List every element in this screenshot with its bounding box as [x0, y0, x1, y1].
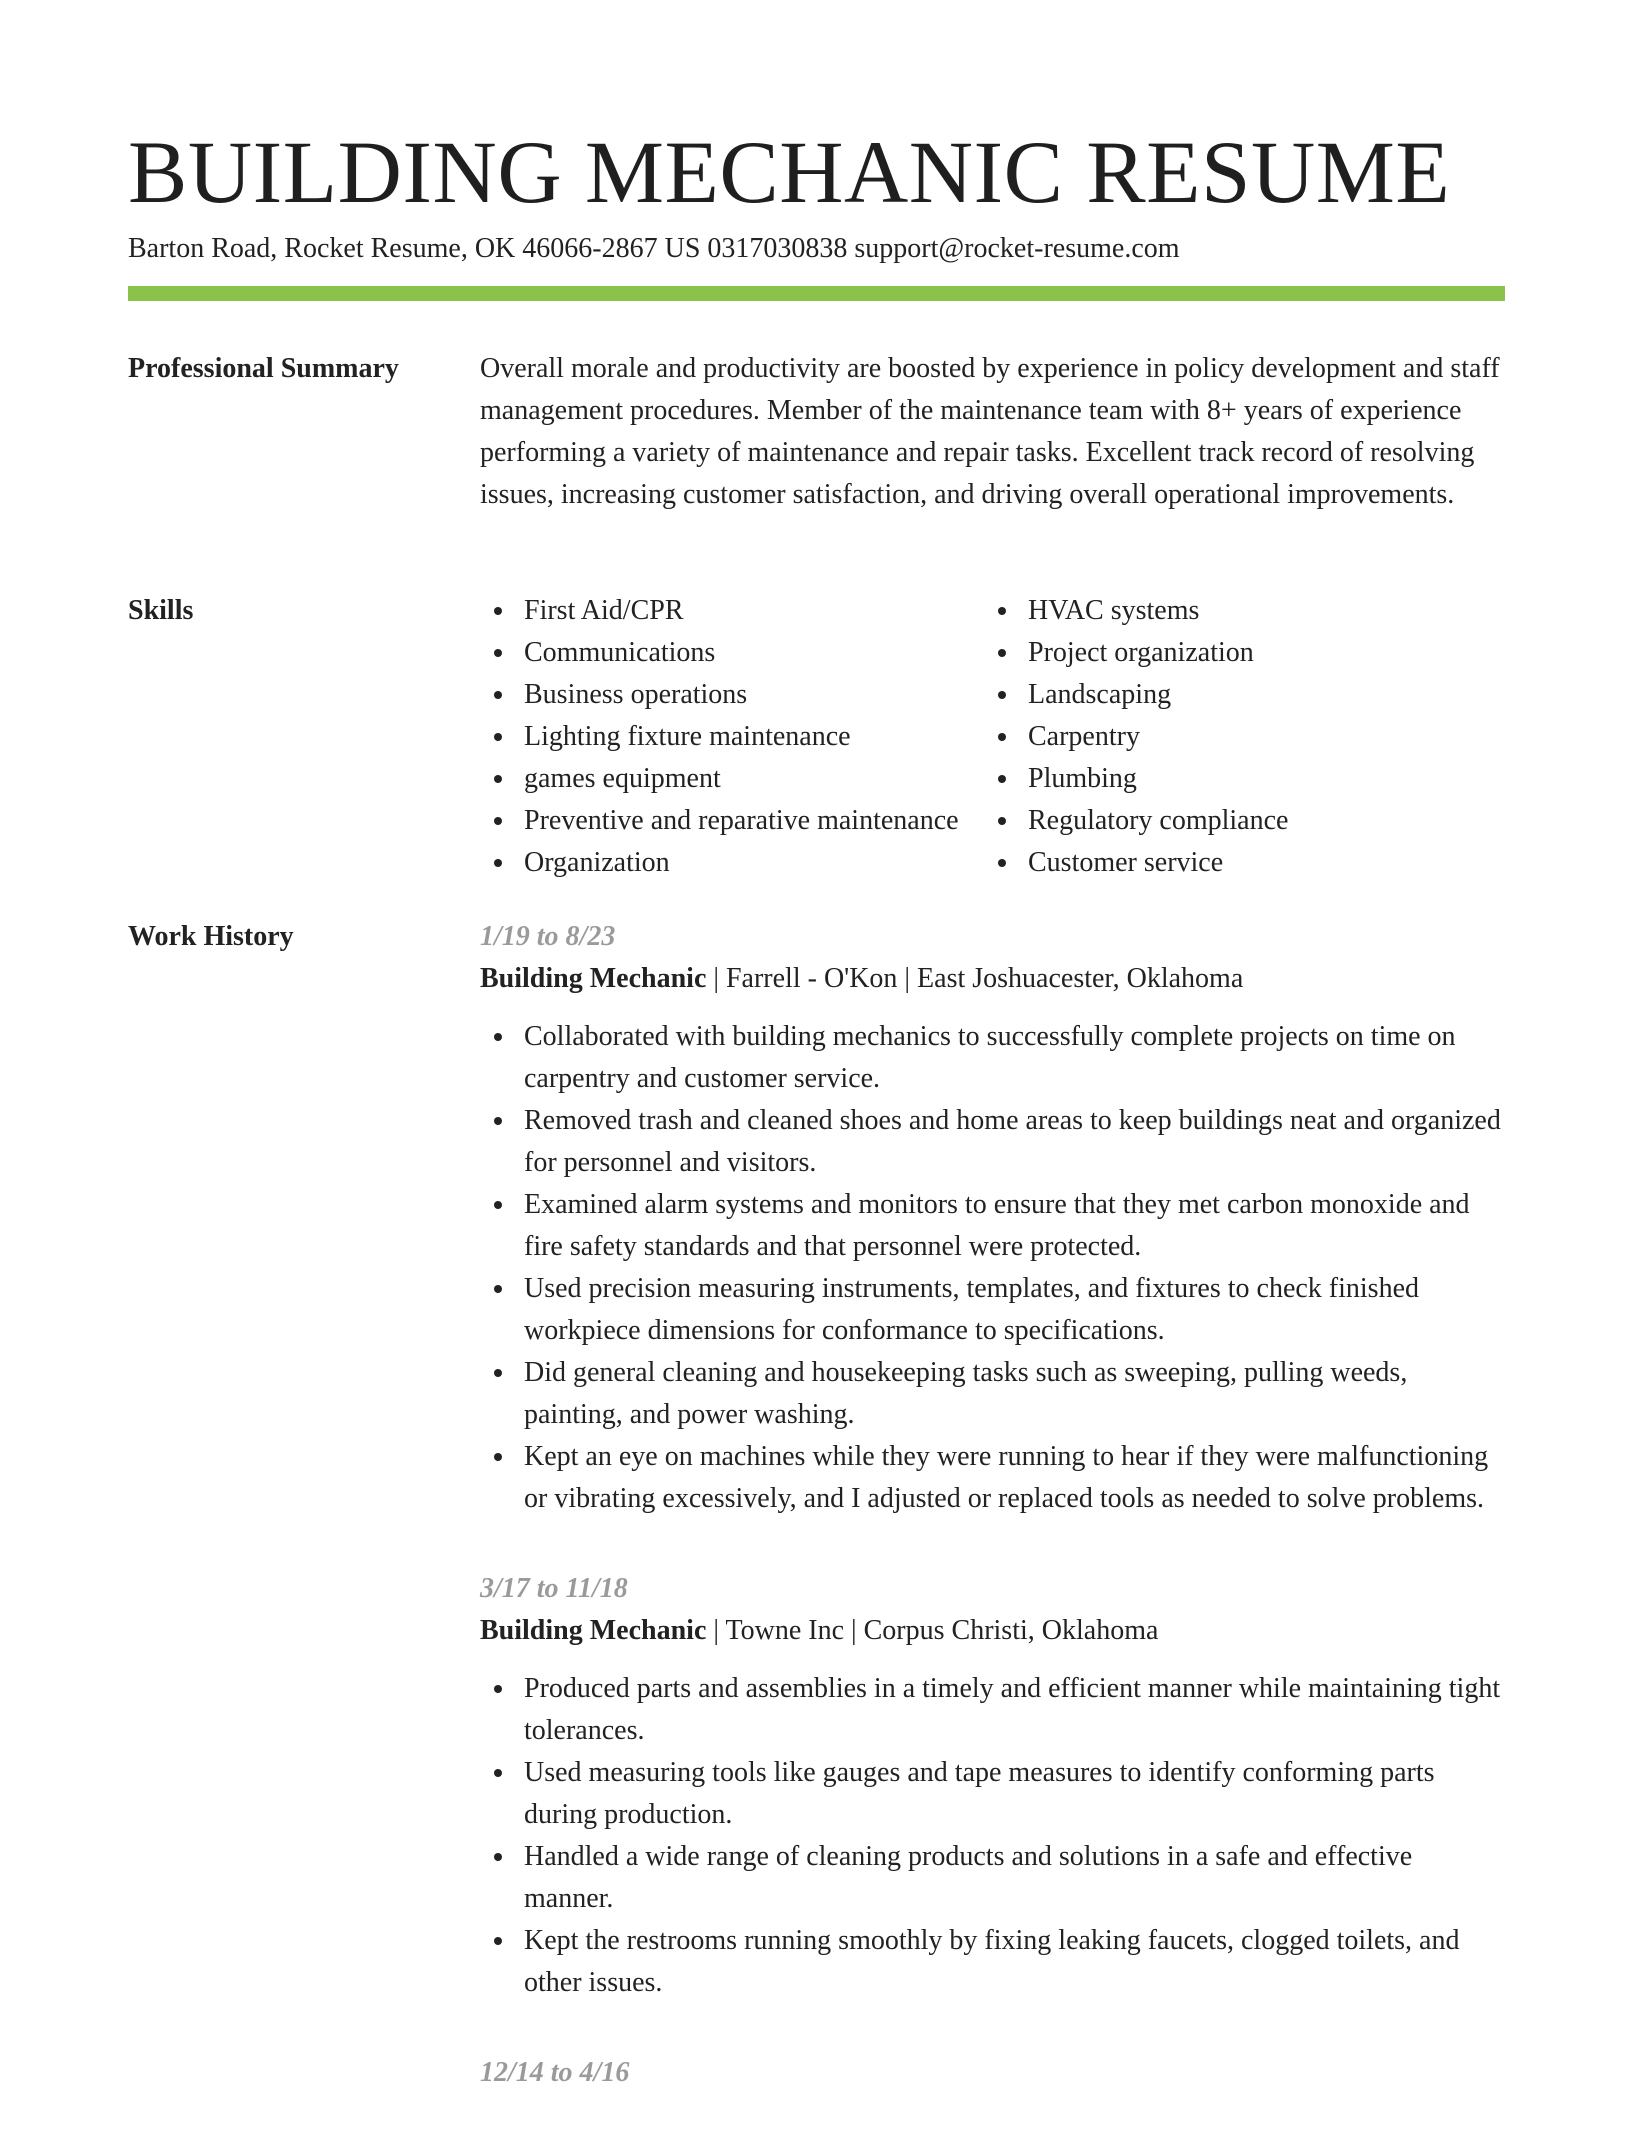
job-entry [480, 2052, 1505, 2094]
job-entry [480, 1568, 1505, 2004]
contact-phone: 0317030838 [707, 233, 848, 264]
skills-heading: Skills [128, 595, 194, 626]
job-dates: 3/17 to 11/18 [480, 1573, 628, 1604]
skill-item: Customer service [984, 842, 1288, 884]
duty-item: Used measuring tools like gauges and tape measures to identify conforming parts during production. [480, 1752, 1505, 1836]
skill-item: games equipment [480, 758, 984, 800]
duty-item: Removed trash and cleaned shoes and home areas to keep buildings neat and organized for personnel and visitors. [480, 1100, 1505, 1184]
duty-item: Did general cleaning and housekeeping tasks such as sweeping, pulling weeds, painting, and power washing. [480, 1352, 1505, 1436]
job-heading-line [480, 1610, 1505, 1652]
job-duties [480, 1016, 1505, 1520]
duty-item: Collaborated with building mechanics to successfully complete projects on time on carpentry and customer service. [480, 1016, 1505, 1100]
contact-email: support@rocket-resume.com [854, 233, 1180, 264]
job-entry [480, 916, 1505, 1520]
skill-item: Landscaping [984, 674, 1288, 716]
summary-text: Overall morale and productivity are boosted by experience in policy development and staff management procedures. Member of the maintenance team with 8+ years of experience performing a variety of maintenance and repair tasks. Excellent track record of resolving issues, increasing customer satisfaction, and driving overall operational improvements. [480, 353, 1500, 510]
work-history-body [480, 916, 1505, 2142]
duty-item: Examined alarm systems and monitors to ensure that they met carbon monoxide and fire safety standards and that personnel were protected. [480, 1184, 1505, 1268]
summary-heading: Professional Summary [128, 353, 399, 384]
skill-item: Project organization [984, 632, 1288, 674]
skill-item: Plumbing [984, 758, 1288, 800]
duty-item: Produced parts and assemblies in a timely and efficient manner while maintaining tight tolerances. [480, 1668, 1505, 1752]
job-title: Building Mechanic [480, 963, 707, 994]
skill-item: Organization [480, 842, 984, 884]
skill-item: Communications [480, 632, 984, 674]
duty-item: Kept the restrooms running smoothly by fixing leaking faucets, clogged toilets, and other issues. [480, 1920, 1505, 2004]
skill-item: Business operations [480, 674, 984, 716]
duty-item: Handled a wide range of cleaning products and solutions in a safe and effective manner. [480, 1836, 1505, 1920]
skills-list-right [984, 590, 1288, 884]
job-title: Building Mechanic [480, 1615, 707, 1646]
skill-item: Preventive and reparative maintenance [480, 800, 984, 842]
duty-item: Used precision measuring instruments, templates, and fixtures to check finished workpiece dimensions for conformance to specifications. [480, 1268, 1505, 1352]
contact-address: Barton Road, Rocket Resume, OK 46066-2867 US [128, 233, 701, 264]
skill-item: HVAC systems [984, 590, 1288, 632]
resume-title: BUILDING MECHANIC RESUME [128, 124, 1451, 222]
work-history-heading: Work History [128, 921, 294, 952]
skills-list-left [480, 590, 984, 884]
job-company-location: | Towne Inc | Corpus Christi, Oklahoma [706, 1615, 1159, 1646]
job-duties [480, 1668, 1505, 2004]
contact-line [128, 231, 1180, 267]
summary-body [480, 348, 1505, 516]
skill-item: Carpentry [984, 716, 1288, 758]
job-dates: 1/19 to 8/23 [480, 921, 616, 952]
duty-item: Kept an eye on machines while they were running to hear if they were malfunctioning or vibrating excessively, and I adjusted or replaced tools as needed to solve problems. [480, 1436, 1505, 1520]
accent-divider [128, 286, 1505, 301]
skill-item: First Aid/CPR [480, 590, 984, 632]
skills-body [480, 590, 1505, 884]
job-heading-line [480, 958, 1505, 1000]
job-dates: 12/14 to 4/16 [480, 2057, 630, 2088]
skill-item: Lighting fixture maintenance [480, 716, 984, 758]
job-company-location: | Farrell - O'Kon | East Joshuacester, Oklahoma [706, 963, 1244, 994]
skill-item: Regulatory compliance [984, 800, 1288, 842]
